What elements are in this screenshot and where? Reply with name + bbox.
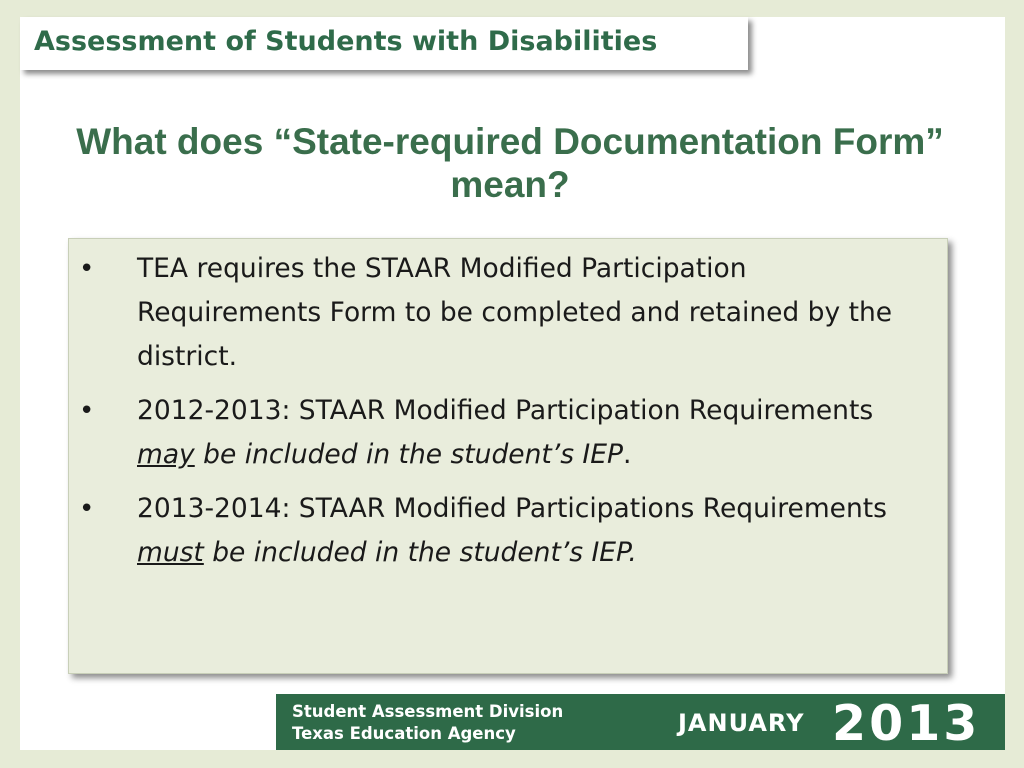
bullet-item-1 <box>69 247 947 379</box>
bullet-text: 2012-2013: STAAR Modified Participation Requirements <box>137 395 874 426</box>
bullet-italic-text: be included in the student’s IEP <box>194 439 623 470</box>
content-box <box>68 238 948 674</box>
header-banner <box>20 17 748 70</box>
bullet-icon: • <box>79 396 95 426</box>
bullet-emphasis: must <box>137 537 204 568</box>
bullet-text: TEA requires the STAAR Modified Participation Requirements Form to be completed and retained by the district. <box>137 253 893 372</box>
bullet-suffix: . <box>622 439 632 470</box>
bullet-emphasis: may <box>137 439 195 470</box>
footer-month: JANUARY <box>678 709 805 737</box>
footer-banner <box>276 694 1005 750</box>
footer-division: Student Assessment Division <box>292 702 564 721</box>
bullet-item-3 <box>69 487 947 575</box>
footer-agency: Texas Education Agency <box>292 724 516 743</box>
slide-title: What does “State-required Documentation Form” mean? <box>76 121 944 205</box>
footer-year: 2013 <box>832 695 981 752</box>
bullet-italic-text: be included in the student’s IEP. <box>203 537 637 568</box>
header-title: Assessment of Students with Disabilities <box>34 26 658 57</box>
bullet-text: 2013-2014: STAAR Modified Participations Requirements <box>137 493 887 524</box>
bullet-item-2 <box>69 389 947 477</box>
bullet-icon: • <box>79 254 95 284</box>
bullet-list <box>69 247 947 585</box>
bullet-icon: • <box>79 494 95 524</box>
